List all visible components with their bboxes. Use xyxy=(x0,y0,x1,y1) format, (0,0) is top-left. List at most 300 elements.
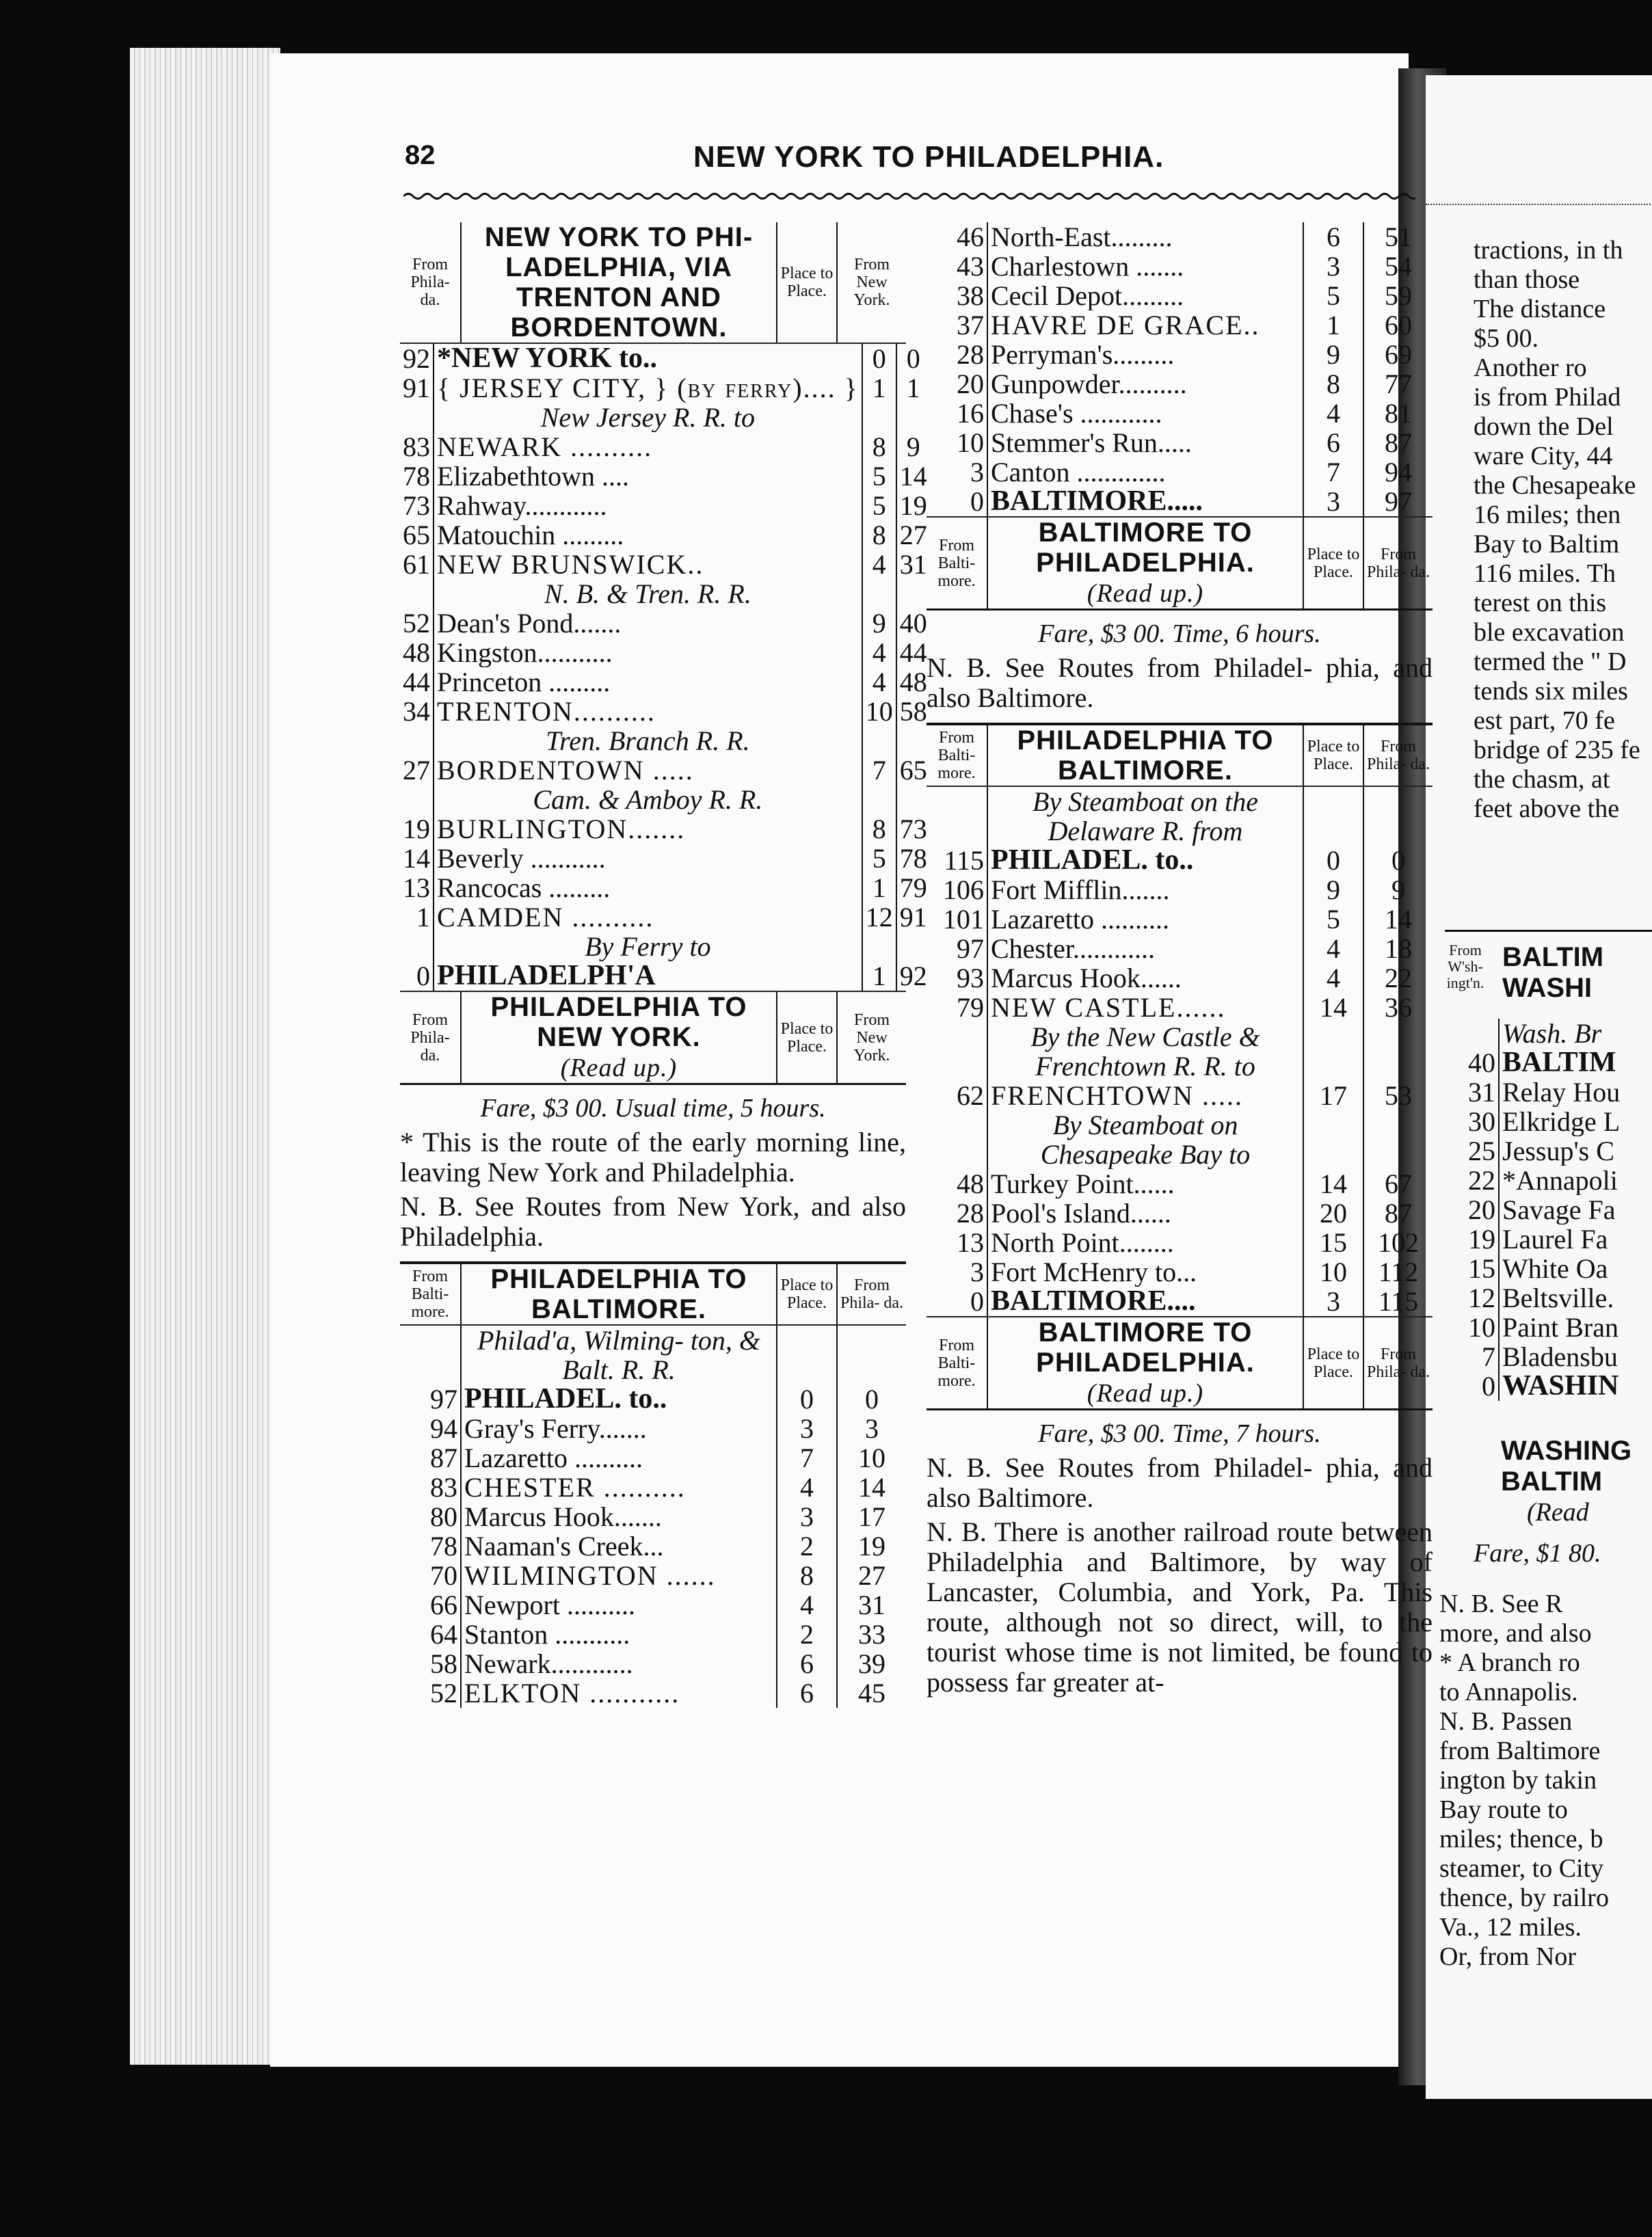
text-line: Bay route to xyxy=(1439,1795,1568,1824)
text-line: The distance xyxy=(1474,295,1606,323)
place-to-place: 0 xyxy=(862,344,896,373)
distance-from-start: 9 xyxy=(1391,874,1405,905)
timetable-row xyxy=(927,1198,1433,1228)
timetable-row xyxy=(927,222,1433,252)
text-line: $5 00. xyxy=(1474,324,1538,353)
section-heading: New Jersey R. R. to xyxy=(434,403,862,432)
timetable-row xyxy=(400,1414,906,1443)
timetable-row xyxy=(927,1110,1433,1169)
timetable-row xyxy=(400,755,930,785)
place-to-place-label-t4: Place to Place. xyxy=(1303,725,1363,786)
row-blank xyxy=(400,726,434,755)
distance-from-start: 48 xyxy=(899,667,927,697)
station-name: Paint Bran xyxy=(1502,1313,1618,1342)
timetable-row xyxy=(927,1022,1433,1081)
distance-from-end: 3 xyxy=(927,1257,987,1287)
table3-end-rule xyxy=(927,608,1433,611)
station-name: Canton ............. xyxy=(987,457,1303,487)
row-blank xyxy=(896,579,930,608)
place-to-place: 3 xyxy=(1303,1287,1363,1316)
text-line: feet above the xyxy=(1474,794,1620,823)
station-name: HAVRE DE GRACE.. xyxy=(987,310,1303,340)
page-title: NEW YORK TO PHILADELPHIA. xyxy=(693,140,1164,174)
place-to-place: 0 xyxy=(1303,846,1363,875)
station-name: Beltsville. xyxy=(1502,1283,1614,1313)
text-line: termed the " D xyxy=(1474,647,1627,676)
distance-from-end: 19 xyxy=(1445,1224,1499,1254)
station-name: Perryman's......... xyxy=(987,340,1303,369)
station-name: BALTIMORE..... xyxy=(987,487,1303,516)
timetable-row xyxy=(400,785,930,814)
station-name: Chase's ............ xyxy=(987,399,1303,428)
table4-fare: Fare, $3 00. Time, 7 hours. xyxy=(1038,1419,1321,1448)
right-page xyxy=(1426,75,1652,2099)
place-to-place-label-t4-footer: Place to Place. xyxy=(1303,1317,1363,1408)
table4-note1: N. B. See Routes from Philadel- phia, and also Baltimore. xyxy=(927,1452,1433,1513)
place-to-place: 8 xyxy=(862,432,896,461)
station-name: Fort McHenry to... xyxy=(987,1257,1303,1287)
table1-header xyxy=(400,222,906,343)
place-to-place: 9 xyxy=(862,608,896,638)
distance-from-end: 16 xyxy=(927,399,987,428)
table4-title: PHILADELPHIA TO BALTIMORE. xyxy=(987,725,1303,786)
table3-note: N. B. See Routes from Philadel- phia, and also Baltimore. xyxy=(927,652,1433,713)
right-table-header xyxy=(1445,941,1604,1004)
row-blank xyxy=(927,1110,987,1169)
timetable-row xyxy=(400,1620,906,1649)
timetable-row xyxy=(1445,1254,1652,1283)
place-to-place: 8 xyxy=(1303,369,1363,399)
timetable-row xyxy=(400,1443,906,1473)
station-name: Pool's Island...... xyxy=(987,1198,1303,1228)
distance-from-start: 78 xyxy=(899,843,927,874)
text-line: more, and also xyxy=(1439,1619,1592,1648)
place-to-place: 3 xyxy=(777,1414,837,1443)
timetable-row xyxy=(400,461,930,491)
station-name: CAMDEN .......... xyxy=(434,902,862,932)
text-line: miles; thence, b xyxy=(1439,1825,1603,1853)
distance-from-start: 36 xyxy=(1385,992,1412,1023)
station-name: BALTIM xyxy=(1502,1048,1616,1077)
station-name: { JERSEY CITY, } (by ferry).... } xyxy=(434,373,862,403)
table4-footer xyxy=(927,1317,1433,1408)
timetable-row xyxy=(400,873,930,902)
timetable-row xyxy=(400,1384,906,1414)
station-name: NEW CASTLE...... xyxy=(987,993,1303,1022)
distance-from-end: 40 xyxy=(1445,1048,1499,1077)
distance-from-end: 52 xyxy=(400,608,434,638)
place-to-place: 3 xyxy=(1303,487,1363,516)
distance-from-end: 15 xyxy=(1445,1254,1499,1283)
timetable-row xyxy=(400,667,930,697)
place-to-place: 2 xyxy=(777,1620,837,1649)
distance-from-end: 78 xyxy=(400,1531,461,1561)
from-phila-label-t4: From Phila- da. xyxy=(1367,738,1430,773)
distance-from-start: 0 xyxy=(906,343,920,374)
station-name: NEWARK .......... xyxy=(434,432,862,461)
place-to-place: 5 xyxy=(862,461,896,491)
distance-from-end: 97 xyxy=(927,934,987,963)
place-to-place: 7 xyxy=(777,1443,837,1473)
distance-from-start: 51 xyxy=(1385,222,1412,252)
distance-from-end: 0 xyxy=(400,961,434,991)
distance-from-end: 12 xyxy=(1445,1283,1499,1313)
table3-footer-title xyxy=(987,518,1303,608)
timetable-row xyxy=(927,1169,1433,1198)
timetable-row xyxy=(400,1531,906,1561)
timetable-row xyxy=(400,1590,906,1620)
distance-from-end: 78 xyxy=(400,461,434,491)
distance-from-end: 58 xyxy=(400,1649,461,1678)
distance-from-start: 65 xyxy=(899,755,927,786)
right-footer-title: WASHING BALTIM xyxy=(1501,1436,1632,1497)
station-name: Rancocas ......... xyxy=(434,873,862,902)
distance-from-end: 34 xyxy=(400,697,434,726)
station-name: Marcus Hook....... xyxy=(461,1502,777,1531)
timetable-row xyxy=(927,1081,1433,1110)
distance-from-end: 44 xyxy=(400,667,434,697)
distance-from-end: 19 xyxy=(400,814,434,844)
station-name: Naaman's Creek... xyxy=(461,1531,777,1561)
right-wavy-rule xyxy=(1426,204,1652,212)
timetable-row xyxy=(927,310,1433,340)
distance-from-start: 40 xyxy=(899,608,927,639)
timetable-row xyxy=(400,726,930,755)
row-blank xyxy=(896,403,930,432)
distance-from-start: 102 xyxy=(1378,1227,1419,1258)
right-table-footer xyxy=(1445,1436,1652,1527)
station-name: Beverly ........... xyxy=(434,844,862,873)
place-to-place: 4 xyxy=(1303,934,1363,963)
station-name: CHESTER .......... xyxy=(461,1473,777,1502)
place-to-place: 4 xyxy=(777,1590,837,1620)
timetable-row xyxy=(400,550,930,579)
from-phila-label-footer: From Phila- da. xyxy=(400,992,461,1083)
text-line: ble excavation xyxy=(1474,618,1625,647)
distance-from-end: 52 xyxy=(400,1678,461,1708)
distance-from-start: 19 xyxy=(899,490,927,521)
distance-from-end: 101 xyxy=(927,905,987,934)
row-blank xyxy=(862,932,896,961)
row-blank xyxy=(400,785,434,814)
station-name: WILMINGTON ...... xyxy=(461,1561,777,1590)
place-to-place-label-footer: Place to Place. xyxy=(777,992,837,1083)
distance-from-end: 97 xyxy=(400,1384,461,1414)
distance-from-start: 59 xyxy=(1385,280,1412,311)
section-heading: N. B. & Tren. R. R. xyxy=(434,579,862,608)
table1-footer-sub: (Read up.) xyxy=(560,1054,678,1082)
place-to-place: 9 xyxy=(1303,875,1363,905)
station-name: North-East......... xyxy=(987,222,1303,252)
place-to-place: 5 xyxy=(1303,905,1363,934)
distance-from-end: 65 xyxy=(400,520,434,550)
text-line: 116 miles. Th xyxy=(1474,559,1616,588)
timetable-row xyxy=(1445,1166,1652,1195)
timetable-row xyxy=(400,373,930,403)
station-name: Laurel Fa xyxy=(1502,1224,1608,1254)
timetable-row xyxy=(1445,1342,1652,1371)
timetable-row xyxy=(1445,1107,1652,1136)
text-line: than those xyxy=(1474,265,1580,294)
place-to-place: 1 xyxy=(862,961,896,991)
distance-from-end: 0 xyxy=(927,487,987,516)
station-name: PHILADELPH'A xyxy=(434,961,862,991)
text-line: N. B. See R xyxy=(1439,1590,1563,1618)
place-to-place: 10 xyxy=(862,697,896,726)
right-text-top xyxy=(1474,236,1640,824)
distance-from-start: 17 xyxy=(858,1501,885,1532)
place-to-place: 4 xyxy=(862,667,896,697)
place-to-place: 4 xyxy=(1303,399,1363,428)
right-from-wsh-label: From W'sh- ingt'n. xyxy=(1446,941,1484,991)
place-to-place: 9 xyxy=(1303,340,1363,369)
table1-title: NEW YORK TO PHI- LADELPHIA, VIA TRENTON AND BORDENTOWN. xyxy=(461,222,777,343)
distance-from-start: 45 xyxy=(858,1678,885,1709)
distance-from-start: 97 xyxy=(1385,486,1412,517)
table1-footer xyxy=(400,992,906,1083)
distance-from-start: 0 xyxy=(865,1384,879,1415)
timetable-row xyxy=(1445,1195,1652,1224)
distance-from-end: 10 xyxy=(1445,1313,1499,1342)
place-to-place: 7 xyxy=(862,755,896,785)
distance-from-start: 1 xyxy=(906,373,920,403)
place-to-place: 12 xyxy=(862,902,896,932)
distance-from-end: 31 xyxy=(1445,1077,1499,1107)
place-to-place: 3 xyxy=(777,1502,837,1531)
timetable-row xyxy=(927,399,1433,428)
right-fare: Fare, $1 80. xyxy=(1474,1539,1601,1568)
table2-title: PHILADELPHIA TO BALTIMORE. xyxy=(461,1264,777,1324)
from-phila-label-t2: From Phila- da. xyxy=(840,1276,903,1312)
station-name: Newport .......... xyxy=(461,1590,777,1620)
table3-footer xyxy=(927,518,1433,608)
timetable-row xyxy=(1445,1019,1652,1048)
station-name: Elkridge L xyxy=(1502,1107,1621,1136)
row-blank xyxy=(1363,787,1433,846)
distance-from-end: 92 xyxy=(400,344,434,373)
distance-from-start: 69 xyxy=(1385,339,1412,370)
timetable-row xyxy=(400,491,930,520)
place-to-place: 1 xyxy=(1303,310,1363,340)
text-line: bridge of 235 fe xyxy=(1474,736,1640,764)
station-name: Marcus Hook...... xyxy=(987,963,1303,993)
station-name: BORDENTOWN ..... xyxy=(434,755,862,785)
timetable-row xyxy=(927,281,1433,310)
row-blank xyxy=(1303,787,1363,846)
section-heading: Philad'a, Wilming- ton, & Balt. R. R. xyxy=(461,1326,777,1384)
distance-from-start: 53 xyxy=(1385,1080,1412,1111)
row-blank xyxy=(862,726,896,755)
table4-body xyxy=(927,787,1433,1316)
station-name: PHILADEL. to.. xyxy=(461,1384,777,1414)
text-line: * A branch ro xyxy=(1439,1648,1580,1677)
right-table-rule xyxy=(1445,930,1652,932)
place-to-place: 4 xyxy=(1303,963,1363,993)
timetable-row xyxy=(400,1561,906,1590)
timetable-row xyxy=(927,1287,1433,1316)
right-text-bottom xyxy=(1439,1590,1609,1972)
timetable-row xyxy=(927,1228,1433,1257)
timetable-row xyxy=(927,846,1433,875)
timetable-row xyxy=(927,428,1433,457)
row-blank xyxy=(1363,1022,1433,1081)
from-balti-label-t4: From Balti- more. xyxy=(927,725,987,786)
place-to-place: 4 xyxy=(777,1473,837,1502)
timetable-row xyxy=(927,934,1433,963)
distance-from-end: 28 xyxy=(927,1198,987,1228)
timetable-row xyxy=(400,1473,906,1502)
timetable-row xyxy=(400,579,930,608)
station-name: TRENTON.......... xyxy=(434,697,862,726)
station-name: Stemmer's Run..... xyxy=(987,428,1303,457)
section-heading: Tren. Branch R. R. xyxy=(434,726,862,755)
distance-from-end: 25 xyxy=(1445,1136,1499,1166)
timetable-row xyxy=(1445,1077,1652,1107)
text-line: 16 miles; then xyxy=(1474,500,1621,529)
station-name: North Point........ xyxy=(987,1228,1303,1257)
distance-from-end: 28 xyxy=(927,340,987,369)
row-blank xyxy=(927,787,987,846)
timetable-row xyxy=(1445,1371,1652,1401)
table1-footer-title-text: PHILADELPHIA TO NEW YORK. xyxy=(490,992,747,1052)
distance-from-end: 115 xyxy=(927,846,987,875)
distance-from-start: 39 xyxy=(858,1648,885,1679)
place-to-place-label-t2: Place to Place. xyxy=(777,1264,837,1324)
table4-footer-title-text: BALTIMORE TO PHILADELPHIA. xyxy=(1036,1317,1255,1378)
text-line: thence, by railro xyxy=(1439,1884,1609,1912)
place-to-place: 8 xyxy=(862,520,896,550)
from-balti-label-t4-footer: From Balti- more. xyxy=(927,1317,987,1408)
table1-end-rule xyxy=(400,1083,906,1085)
distance-from-start: 115 xyxy=(1378,1286,1419,1317)
distance-from-end: 94 xyxy=(400,1414,461,1443)
distance-from-end: 64 xyxy=(400,1620,461,1649)
table4-end-rule xyxy=(927,1408,1433,1410)
place-to-place: 5 xyxy=(862,844,896,873)
table3-fare: Fare, $3 00. Time, 6 hours. xyxy=(1038,619,1321,648)
distance-from-end: 106 xyxy=(927,875,987,905)
distance-from-start: 10 xyxy=(858,1443,885,1473)
distance-from-start: 19 xyxy=(858,1531,885,1562)
timetable-row xyxy=(400,638,930,667)
from-balti-label-t3: From Balti- more. xyxy=(927,518,987,608)
row-blank xyxy=(400,403,434,432)
page-number: 82 xyxy=(405,140,436,170)
place-to-place: 6 xyxy=(777,1678,837,1708)
place-to-place: 4 xyxy=(862,638,896,667)
from-phila-label-t4-footer: From Phila- da. xyxy=(1367,1345,1430,1381)
distance-from-end: 30 xyxy=(1445,1107,1499,1136)
station-name: Stanton ........... xyxy=(461,1620,777,1649)
distance-from-end: 37 xyxy=(927,310,987,340)
distance-from-end: 79 xyxy=(927,993,987,1022)
text-line: Bay to Baltim xyxy=(1474,530,1620,559)
distance-from-start: 9 xyxy=(906,431,920,462)
distance-from-end: 20 xyxy=(927,369,987,399)
distance-from-start: 58 xyxy=(899,696,927,727)
place-to-place: 17 xyxy=(1303,1081,1363,1110)
station-name: Kingston........... xyxy=(434,638,862,667)
row-blank xyxy=(896,785,930,814)
timetable-row xyxy=(400,814,930,844)
distance-from-end: 83 xyxy=(400,432,434,461)
distance-from-end: 62 xyxy=(927,1081,987,1110)
table3-footer-sub: (Read up.) xyxy=(1087,579,1204,608)
place-to-place: 3 xyxy=(1303,252,1363,281)
distance-from-end: 14 xyxy=(400,844,434,873)
table3-footer-title-text: BALTIMORE TO PHILADELPHIA. xyxy=(1036,518,1255,578)
distance-from-end: 73 xyxy=(400,491,434,520)
table4-note2: N. B. There is another railroad route between Philadelphia and Baltimore, by way of Lancaster, Columbia, and York, Pa. This route, although not so direct, will, to the tourist whose time is not limited, be found to possess far greater at- xyxy=(927,1516,1433,1698)
place-to-place: 6 xyxy=(777,1649,837,1678)
timetable-row xyxy=(400,844,930,873)
timetable-row xyxy=(1445,1313,1652,1342)
place-to-place: 5 xyxy=(1303,281,1363,310)
place-to-place: 6 xyxy=(1303,222,1363,252)
right-table-body xyxy=(1445,1019,1652,1401)
timetable-row xyxy=(927,993,1433,1022)
timetable-row xyxy=(400,932,930,961)
distance-from-end: 13 xyxy=(400,873,434,902)
row-blank xyxy=(400,579,434,608)
timetable-row xyxy=(400,961,930,991)
table3-body xyxy=(927,222,1433,516)
text-line: ware City, 44 xyxy=(1474,442,1613,470)
station-name: Cecil Depot......... xyxy=(987,281,1303,310)
station-name: ELKTON ........... xyxy=(461,1678,777,1708)
text-line: from Baltimore xyxy=(1439,1737,1601,1765)
distance-from-end: 70 xyxy=(400,1561,461,1590)
distance-from-start: 91 xyxy=(899,902,927,933)
station-name: *Annapoli xyxy=(1502,1166,1618,1195)
station-name: Lazaretto .......... xyxy=(461,1443,777,1473)
timetable-row xyxy=(400,902,930,932)
distance-from-end: 22 xyxy=(1445,1166,1499,1195)
place-to-place: 15 xyxy=(1303,1228,1363,1257)
distance-from-start: 22 xyxy=(1385,963,1412,993)
timetable-row xyxy=(1445,1224,1652,1254)
timetable-row xyxy=(400,403,930,432)
distance-from-start: 60 xyxy=(1385,310,1412,340)
station-name: Dean's Pond....... xyxy=(434,608,862,638)
row-blank xyxy=(896,726,930,755)
distance-from-start: 87 xyxy=(1385,1198,1412,1229)
distance-from-start: 87 xyxy=(1385,427,1412,458)
text-line: is from Philad xyxy=(1474,383,1621,412)
row-blank xyxy=(862,785,896,814)
timetable-row xyxy=(927,963,1433,993)
table1-fare: Fare, $3 00. Usual time, 5 hours. xyxy=(480,1094,826,1123)
page-edges xyxy=(130,48,280,2065)
place-to-place: 14 xyxy=(1303,993,1363,1022)
station-name: Relay Hou xyxy=(1502,1077,1621,1107)
place-to-place: 5 xyxy=(862,491,896,520)
station-name: White Oa xyxy=(1502,1254,1608,1283)
distance-from-end: 43 xyxy=(927,252,987,281)
timetable-row xyxy=(927,875,1433,905)
text-line: est part, 70 fe xyxy=(1474,706,1615,735)
distance-from-start: 67 xyxy=(1385,1168,1412,1199)
text-line: Another ro xyxy=(1474,353,1587,382)
station-name: Fort Mifflin....... xyxy=(987,875,1303,905)
timetable-row xyxy=(927,457,1433,487)
timetable-row xyxy=(400,520,930,550)
place-to-place: 2 xyxy=(777,1531,837,1561)
station-name: Jessup's C xyxy=(1502,1136,1614,1166)
distance-from-start: 14 xyxy=(899,461,927,492)
station-name: WASHIN xyxy=(1502,1371,1619,1401)
distance-from-end: 20 xyxy=(1445,1195,1499,1224)
